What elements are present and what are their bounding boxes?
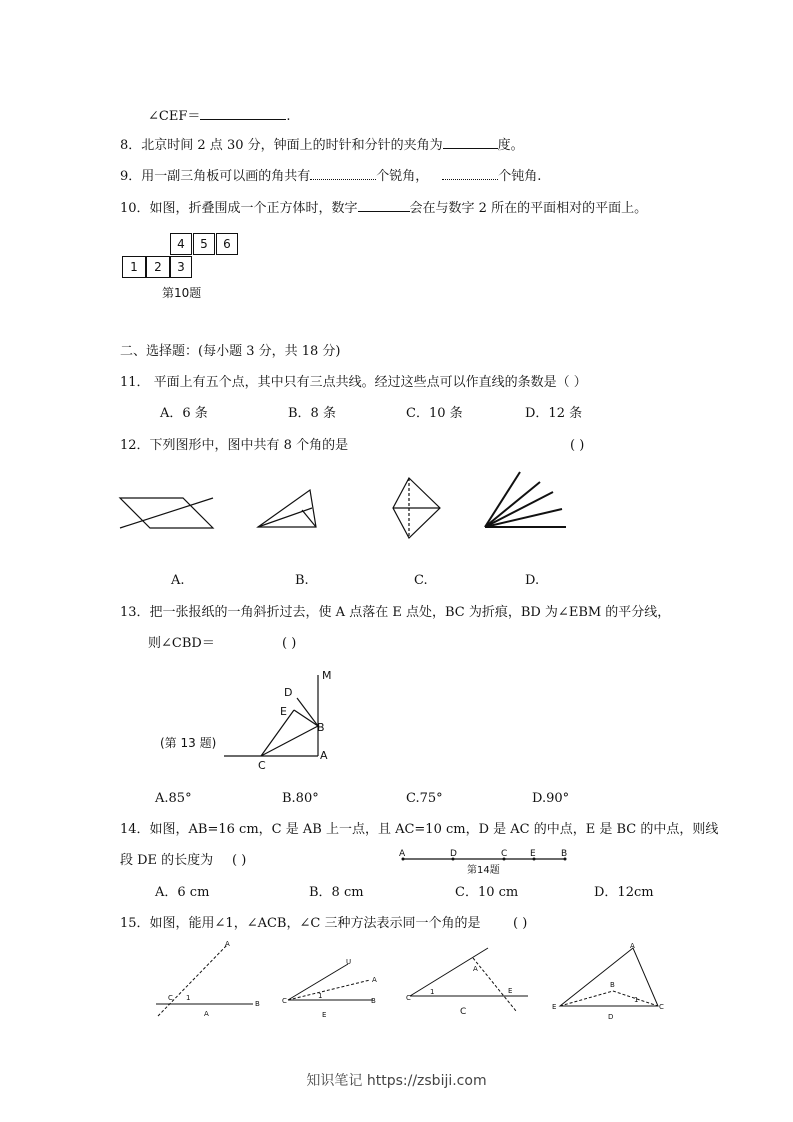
question-14-line1: 14．如图，AB=16 cm，C 是 AB 上一点，且 AC=10 cm，D 是 AC 的中点，E 是 BC 的中点，则线 (120, 822, 719, 837)
q12-figures (110, 460, 590, 545)
q15-f2-ray-a (288, 980, 370, 1000)
q12-label-b: B. (295, 573, 309, 588)
q14-label-d: D (450, 849, 457, 859)
q8-text: 8．北京时间 2 点 30 分，钟面上的时针和分针的夹角为 (120, 138, 443, 153)
q15-f1-label-1: 1 (186, 994, 191, 1002)
question-13-line2: 则∠CBD＝ (148, 636, 215, 651)
q13-label-m: M (322, 669, 332, 682)
q9-blank-2 (442, 166, 498, 180)
q12-fig-a-diagonal (120, 498, 213, 528)
q15-f3-dashed (473, 958, 516, 1011)
q14-figure (395, 845, 575, 877)
q10-caption: 第10题 (162, 286, 202, 300)
q15-f1-label-bottom: A (204, 1010, 209, 1018)
q13-option-b: B.80° (282, 791, 319, 806)
question-12: 12．下列图形中，图中共有 8 个角的是 (120, 438, 349, 453)
q15-f2-label-c: C (282, 997, 287, 1005)
q11-option-b: B．8 条 (288, 406, 336, 421)
net-cell-1: 1 (122, 256, 146, 278)
q14-caption: 第14题 (467, 865, 500, 876)
q10-blank (358, 198, 410, 212)
q13-label-b: B (317, 721, 325, 734)
q15-f3-label-c: C (406, 994, 411, 1002)
question-9 (120, 166, 541, 186)
q9-text: 9．用一副三角板可以画的角共有 (120, 169, 311, 184)
q15-f3-label-1: 1 (430, 988, 435, 996)
q13-label-e: E (280, 705, 287, 718)
q14-answer-paren: ( ) (232, 853, 247, 868)
q8-blank (443, 135, 498, 149)
q13-eb (294, 710, 318, 726)
q13-option-c: C.75° (406, 791, 443, 806)
q15-f2-label-e: E (322, 1011, 327, 1019)
q10-text: 10．如图，折叠围成一个正方体时，数字 (120, 201, 358, 216)
q15-f2-label-u: U (346, 958, 352, 966)
net-cell-5: 5 (193, 233, 215, 255)
q13-label-a: A (320, 749, 328, 762)
q14-label-c: C (501, 849, 508, 859)
q14-option-c: C．10 cm (455, 885, 519, 900)
q7-text: ∠CEF＝ (148, 109, 201, 124)
q15-f1-ray (158, 944, 228, 1016)
q13-option-d: D.90° (532, 791, 570, 806)
question-8 (120, 135, 524, 155)
q13-ce (261, 710, 294, 756)
q10-suffix: 会在与数字 2 所在的平面相对的平面上。 (409, 201, 648, 216)
q15-figures (148, 936, 678, 1026)
q14-label-a: A (399, 849, 406, 859)
q15-f2-label-1: 1 (318, 992, 323, 1000)
q15-f4-label-c: C (659, 1003, 664, 1011)
q15-f1-label-c: C (168, 994, 173, 1002)
net-cell-4: 4 (170, 233, 192, 255)
q9-mid: 个锐角， (376, 169, 429, 184)
q7-answer-line (148, 106, 291, 126)
q15-f4-triangle (560, 948, 658, 1006)
net-cell-3: 3 (170, 256, 192, 278)
q14-label-e: E (530, 849, 536, 859)
q12-fig-b-line1 (258, 508, 312, 527)
q12-label-c: C. (414, 573, 428, 588)
q15-f1-label-top: A (225, 940, 230, 948)
q12-answer-paren: ( ) (570, 438, 585, 453)
q14-option-d: D．12cm (594, 885, 654, 900)
q12-fig-b (258, 490, 316, 527)
q15-f1-label-b: B (255, 1000, 260, 1008)
q13-answer-paren: ( ) (282, 636, 297, 651)
q15-f3-label-e: E (508, 987, 513, 995)
q14-option-a: A．6 cm (155, 885, 210, 900)
q15-f4-line1 (560, 991, 613, 1006)
q11-option-c: C．10 条 (406, 406, 463, 421)
q11-option-a: A．6 条 (160, 406, 208, 421)
q15-f4-label-1: 1 (634, 996, 639, 1004)
question-13-line1: 13．把一张报纸的一角斜折过去，使 A 点落在 E 点处，BC 为折痕，BD 为∠EBM 的平分线， (120, 605, 671, 620)
q13-figure (218, 665, 338, 775)
q11-option-d: D．12 条 (525, 406, 583, 421)
footer-watermark[interactable]: 知识笔记 https://zsbiji.com (306, 1073, 487, 1089)
q13-bd (297, 698, 318, 726)
q13-label-c: C (258, 759, 266, 772)
q13-option-a: A.85° (155, 791, 192, 806)
q15-f3-label-bottom: C (460, 1007, 467, 1017)
question-14-line2: 段 DE 的长度为 (120, 853, 214, 868)
q13-label-d: D (284, 686, 293, 699)
q15-f3-label-a: A (473, 965, 478, 973)
q15-f4-label-d: D (608, 1013, 614, 1021)
q12-label-d: D. (525, 573, 540, 588)
q9-blank-1 (310, 166, 376, 180)
question-11: 11． 平面上有五个点，其中只有三点共线。经过这些点可以作直线的条数是（ ） (120, 375, 587, 390)
q7-suffix: . (286, 109, 291, 124)
question-15: 15．如图，能用∠1，∠ACB，∠C 三种方法表示同一个角的是 (120, 916, 481, 931)
net-cell-6: 6 (216, 233, 238, 255)
q13-caption: (第 13 题) (160, 736, 217, 750)
net-cell-2: 2 (146, 256, 170, 278)
q15-f4-label-e: E (552, 1003, 557, 1011)
q9-suffix: 个钝角. (498, 169, 542, 184)
question-10 (120, 198, 647, 218)
q12-label-a: A. (171, 573, 185, 588)
q13-crease-bc (261, 726, 318, 756)
q15-f2-label-b: B (371, 997, 376, 1005)
q15-f4-label-a: A (630, 942, 635, 950)
q15-f4-label-b: B (610, 981, 615, 989)
q15-answer-paren: ( ) (513, 916, 528, 931)
q15-f2-label-a: A (372, 976, 377, 984)
q14-option-b: B．8 cm (309, 885, 364, 900)
q8-suffix: 度。 (497, 138, 524, 153)
q14-label-b: B (561, 849, 568, 859)
section-2-heading: 二、选择题：(每小题 3 分，共 18 分) (120, 344, 341, 359)
q7-blank (200, 106, 286, 120)
